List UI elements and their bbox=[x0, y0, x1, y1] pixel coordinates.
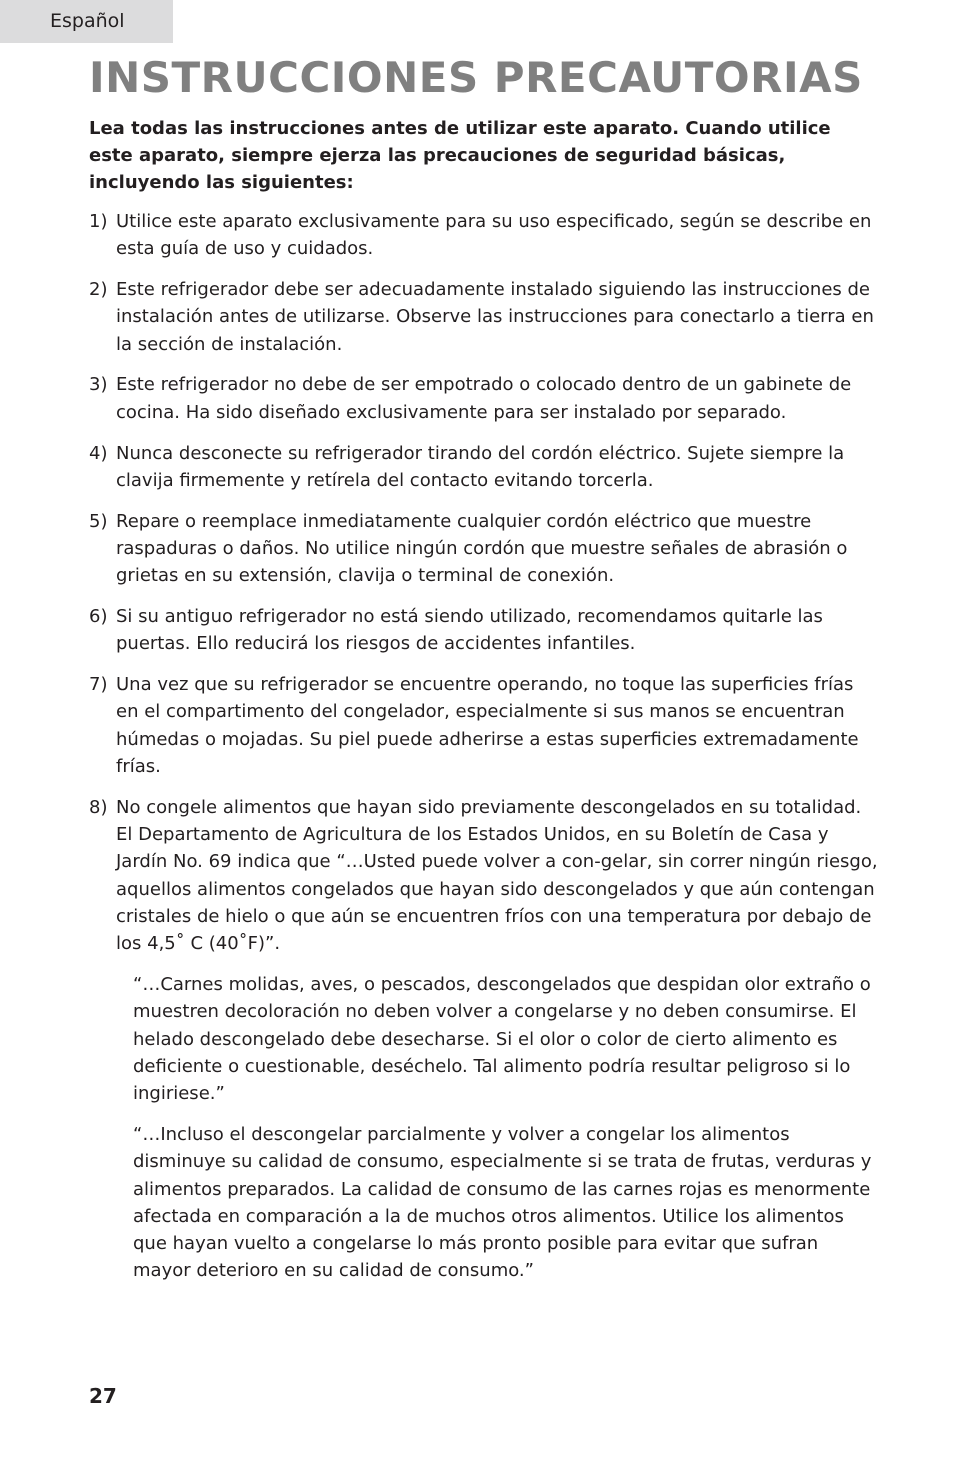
item-text: No congele alimentos que hayan sido previamente descongelados en su totalidad. El Departamento de Agricultura de los Estados Unidos, en su Boletín de Casa y Jardín No. 69 indica que “…Usted puede volver a con-gelar, sin correr ningún riesgo, aquellos alimentos congelados que hayan sido descongelados y que aún contengan cristales de hielo o que aún se encuentren fríos con una temperatura por debajo de los 4,5˚ C (40˚F)”. bbox=[116, 796, 878, 955]
intro-paragraph: Lea todas las instrucciones antes de utilizar este aparato. Cuando utilice este aparato, siempre ejerza las precauciones de seguridad básicas, incluyendo las siguientes: bbox=[89, 118, 831, 193]
item-number: 4) bbox=[89, 442, 108, 464]
quote-paragraph: “…Carnes molidas, aves, o pescados, descongelados que despidan olor extraño o muestren decoloración no deben volver a congelarse y no deben consumirse. El helado descongelado debe desecharse. Si el olor o color de cierto alimento es deficiente o cuestionable, deséchelo. Tal alimento podría resultar peligroso si lo ingiriese.” bbox=[133, 974, 871, 1105]
item-text: Nunca desconecte su refrigerador tirando del cordón eléctrico. Sujete siempre la clavija firmemente y retírela del contacto evitando torcerla. bbox=[116, 442, 845, 491]
precautions-list bbox=[89, 208, 879, 971]
list-item bbox=[89, 794, 879, 958]
list-item bbox=[89, 371, 879, 426]
page-number: 27 bbox=[89, 1384, 117, 1408]
list-item bbox=[89, 671, 879, 780]
quote-paragraph: “…Incluso el descongelar parcialmente y volver a congelar los alimentos disminuye su calidad de consumo, especialmente si se trata de frutas, verduras y alimentos preparados. La calidad de consumo de las carnes rojas es menormente afectada en comparación a la de muchos otros alimentos. Utilice los alimentos que hayan vuelto a congelarse lo más pronto posible para evitar que sufran mayor deterioro en su calidad de consumo.” bbox=[133, 1123, 872, 1282]
list-item bbox=[89, 276, 879, 358]
item-text: Una vez que su refrigerador se encuentre operando, no toque las superficies frías en el compartimento del congelador, especialmente si sus manos se encuentran húmedas o mojadas. Su piel puede adherirse a estas superficies extremadamente frías. bbox=[116, 674, 859, 778]
item-number: 3) bbox=[89, 374, 108, 396]
list-item bbox=[89, 508, 879, 590]
page-title: INSTRUCCIONES PRECAUTORIAS bbox=[89, 53, 863, 102]
item-number: 5) bbox=[89, 510, 108, 532]
list-item bbox=[89, 440, 879, 495]
item-number: 2) bbox=[89, 279, 108, 301]
item-number: 1) bbox=[89, 211, 108, 232]
list-item bbox=[89, 208, 879, 263]
item-text: Repare o reemplace inmediatamente cualquier cordón eléctrico que muestre raspaduras o daños. No utilice ningún cordón que muestre señales de abrasión o grietas en su extensión, clavija o terminal de conexión. bbox=[116, 510, 848, 587]
list-item bbox=[89, 603, 879, 658]
quotes-block bbox=[89, 971, 889, 1298]
item-text: Utilice este aparato exclusivamente para su uso especificado, según se describe en esta guía de uso y cuidados. bbox=[116, 211, 872, 260]
item-text: Este refrigerador debe ser adecuadamente instalado siguiendo las instrucciones de instalación antes de utilizarse. Observe las instrucciones para conectarlo a tierra en la sección de instalación. bbox=[116, 279, 874, 355]
language-tab: Español bbox=[0, 0, 173, 43]
item-number: 6) bbox=[89, 606, 108, 628]
item-number: 7) bbox=[89, 674, 108, 696]
item-text: Si su antiguo refrigerador no está siendo utilizado, recomendamos quitarle las puertas. Ello reducirá los riesgos de accidentes infantiles. bbox=[116, 606, 823, 655]
item-number: 8) bbox=[89, 796, 108, 818]
item-text: Este refrigerador no debe de ser empotrado o colocado dentro de un gabinete de cocina. Ha sido diseñado exclusivamente para ser instalado por separado. bbox=[116, 374, 852, 423]
